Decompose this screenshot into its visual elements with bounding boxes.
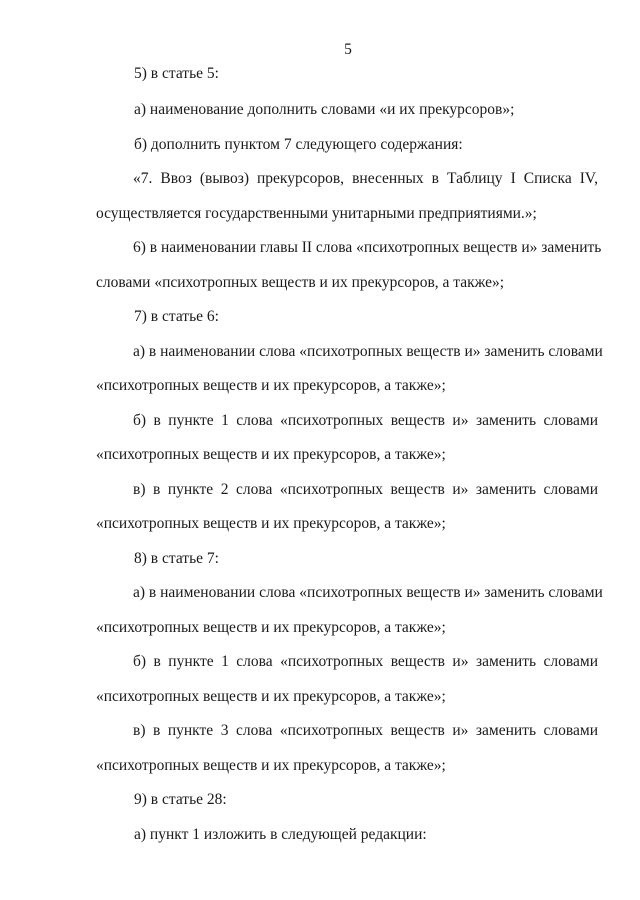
text-line: «психотропных веществ и их прекурсоров, а также»; (96, 446, 446, 463)
text-line: 5) в статье 5: (134, 65, 219, 82)
text-line: «психотропных веществ и их прекурсоров, а также»; (96, 757, 446, 774)
text-line: а) в наименовании слова «психотропных веществ и» заменить словами (133, 343, 603, 360)
text-line: а) наименование дополнить словами «и их прекурсоров»; (134, 101, 515, 118)
text-line: «психотропных веществ и их прекурсоров, а также»; (96, 619, 446, 636)
text-line: «психотропных веществ и их прекурсоров, а также»; (96, 515, 446, 532)
text-line: б) дополнить пунктом 7 следующего содержания: (134, 136, 463, 153)
text-line: «7. Ввоз (вывоз) прекурсоров, внесенных в Таблицу I Списка IV, (133, 170, 598, 187)
text-line: а) пункт 1 изложить в следующей редакции: (134, 826, 427, 843)
text-line: в) в пункте 3 слова «психотропных веществ и» заменить словами (133, 722, 598, 739)
text-line: б) в пункте 1 слова «психотропных веществ и» заменить словами (133, 412, 598, 429)
text-line: «психотропных веществ и их прекурсоров, а также»; (96, 688, 446, 705)
text-line: б) в пункте 1 слова «психотропных веществ и» заменить словами (133, 653, 598, 670)
text-line: словами «психотропных веществ и их прекурсоров, а также»; (96, 274, 505, 291)
text-line: осуществляется государственными унитарными предприятиями.»; (96, 205, 537, 222)
page-number: 5 (344, 41, 352, 58)
text-line: а) в наименовании слова «психотропных веществ и» заменить словами (133, 584, 603, 601)
text-line: «психотропных веществ и их прекурсоров, а также»; (96, 377, 446, 394)
text-line: 6) в наименовании главы II слова «психотропных веществ и» заменить (133, 239, 602, 256)
text-line: в) в пункте 2 слова «психотропных веществ и» заменить словами (133, 481, 598, 498)
text-line: 7) в статье 6: (134, 308, 219, 325)
text-line: 8) в статье 7: (134, 550, 219, 567)
text-line: 9) в статье 28: (134, 791, 227, 808)
